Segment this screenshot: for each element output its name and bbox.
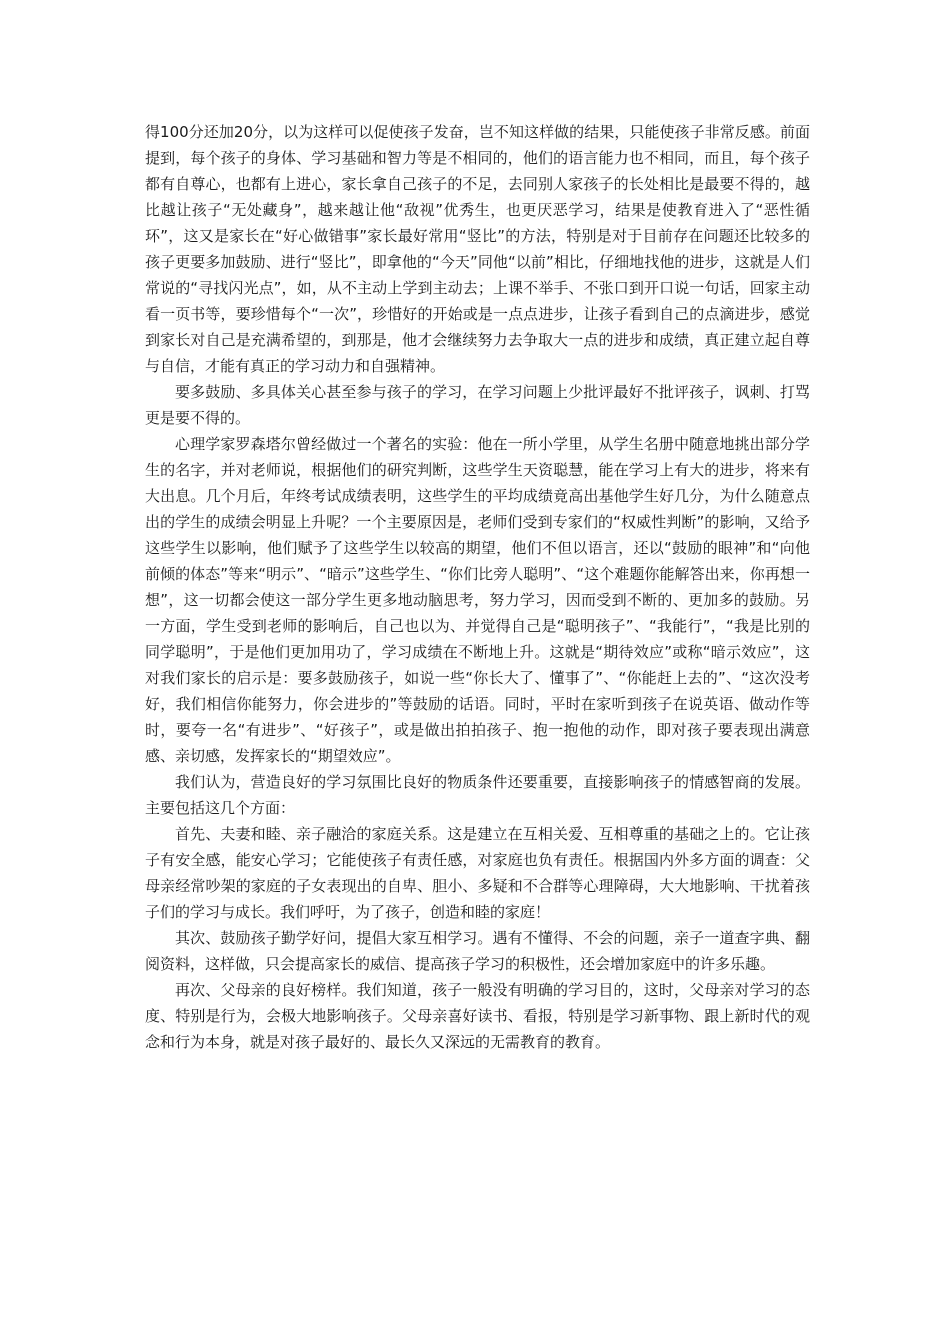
document-body <box>145 119 810 1055</box>
paragraph-4: 我们认为，营造良好的学习氛围比良好的物质条件还要重要，直接影响孩子的情感智商的发展。主要包括这几个方面： <box>145 773 810 817</box>
paragraph-3: 心理学家罗森塔尔曾经做过一个著名的实验：他在一所小学里，从学生名册中随意地挑出部分学生的名字，并对老师说，根据他们的研究判断，这些学生天资聪慧，能在学习上有大的进步，将来有大出息。几个月后，年终考试成绩表明，这些学生的平均成绩竟高出基他学生好几分，为什么随意点出的学生的成绩会明显上升呢？一个主要原因是，老师们受到专家们的“权威性判断”的影响，又给予这些学生以影响，他们赋予了这些学生以较高的期望，他们不但以语言，还以“鼓励的眼神”和“向他前倾的体态”等来“明示”、“暗示”这些学生、“你们比旁人聪明”、“这个难题你能解答出来，你再想一想”，这一切都会使这一部分学生更多地动脑思考，努力学习，因而受到不断的、更加多的鼓励。另一方面，学生受到老师的影响后，自己也以为、并觉得自己是“聪明孩子”、“我能行”，“我是比别的同学聪明”，于是他们更加用功了，学习成绩在不断地上升。这就是“期待效应”或称“暗示效应”，这对我们家长的启示是：要多鼓励孩子，如说一些“你长大了、懂事了”、“你能赶上去的”、“这次没考好，我们相信你能努力，你会进步的”等鼓励的话语。同时，平时在家听到孩子在说英语、做动作等时，要夸一名“有进步”、“好孩子”，或是做出拍拍孩子、抱一抱他的动作，即对孩子要表现出满意感、亲切感，发挥家长的“期望效应”。 <box>145 435 810 765</box>
paragraph-5: 首先、夫妻和睦、亲子融洽的家庭关系。这是建立在互相关爱、互相尊重的基础之上的。它让孩子有安全感，能安心学习；它能使孩子有责任感，对家庭也负有责任。根据国内外多方面的调查：父母亲经常吵架的家庭的子女表现出的自卑、胆小、多疑和不合群等心理障碍，大大地影响、干扰着孩子们的学习与成长。我们呼吁，为了孩子，创造和睦的家庭！ <box>145 825 810 921</box>
paragraph-1: 得100分还加20分，以为这样可以促使孩子发奋，岂不知这样做的结果，只能使孩子非常反感。前面提到，每个孩子的身体、学习基础和智力等是不相同的，他们的语言能力也不相同，而且，每个孩子都有自尊心，也都有上进心，家长拿自己孩子的不足，去同别人家孩子的长处相比是最要不得的，越比越让孩子“无处藏身”，越来越让他“敌视”优秀生，也更厌恶学习，结果是使教育进入了“恶性循环”，这又是家长在“好心做错事”家长最好常用“竖比”的方法，特别是对于目前存在问题还比较多的孩子更要多加鼓励、进行“竖比”，即拿他的“今天”同他“以前”相比，仔细地找他的进步，这就是人们常说的“寻找闪光点”，如，从不主动上学到主动去；上课不举手、不张口到开口说一句话，回家主动看一页书等，要珍惜每个“一次”，珍惜好的开始或是一点点进步，让孩子看到自己的点滴进步，感觉到家长对自己是充满希望的，到那是，他才会继续努力去争取大一点的进步和成绩，真正建立起自尊与自信，才能有真正的学习动力和自强精神。 <box>145 123 810 375</box>
paragraph-2: 要多鼓励、多具体关心甚至参与孩子的学习，在学习问题上少批评最好不批评孩子，讽刺、打骂更是要不得的。 <box>145 383 810 427</box>
paragraph-6: 其次、鼓励孩子勤学好问，提倡大家互相学习。遇有不懂得、不会的问题，亲子一道查字典、翻阅资料，这样做，只会提高家长的威信、提高孩子学习的积极性，还会增加家庭中的许多乐趣。 <box>145 929 810 973</box>
paragraph-7: 再次、父母亲的良好榜样。我们知道，孩子一般没有明确的学习目的，这时，父母亲对学习的态度、特别是行为，会极大地影响孩子。父母亲喜好读书、看报，特别是学习新事物、跟上新时代的观念和行为本身，就是对孩子最好的、最长久又深远的无需教育的教育。 <box>145 981 810 1051</box>
